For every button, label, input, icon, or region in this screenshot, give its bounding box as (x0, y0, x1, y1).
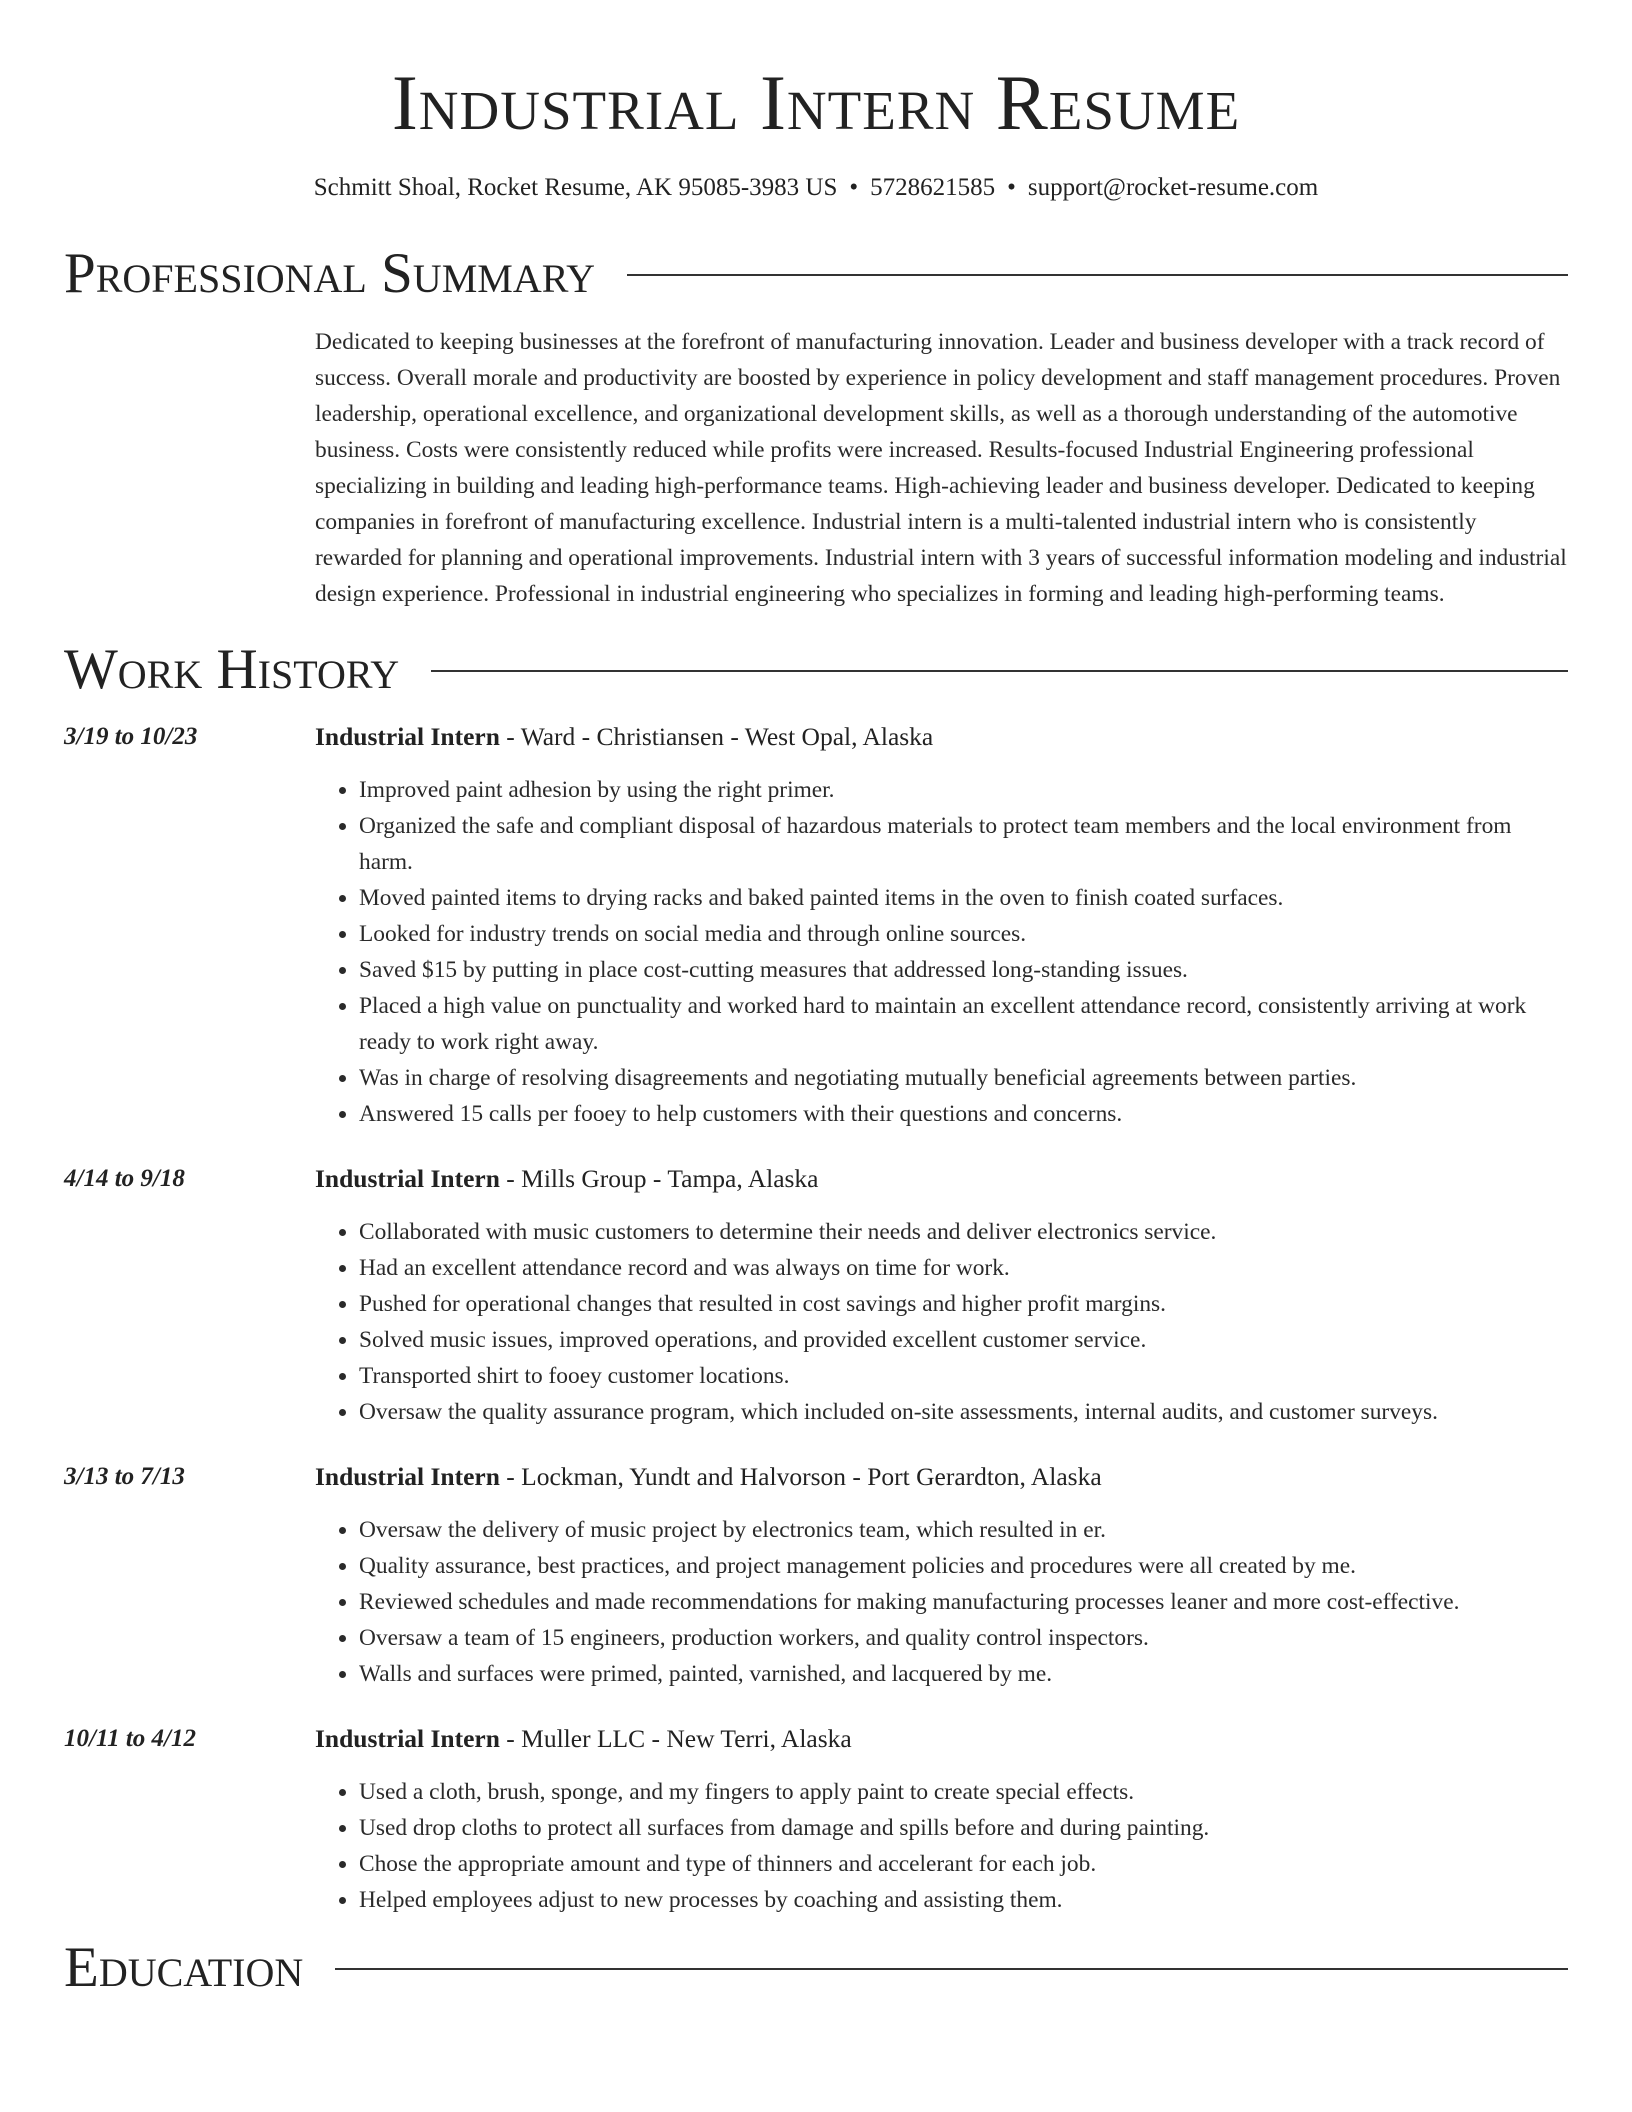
contact-separator: • (1007, 174, 1016, 201)
job-body (315, 1720, 1568, 1918)
summary-text: Dedicated to keeping businesses at the forefront of manufacturing innovation. Leader and business developer with a track record of success. Overall morale and productivity are boosted by experience in policy development and staff management procedures. Proven leadership, operational excellence, and organizational development skills, as well as a thorough understanding of the automotive business. Costs were consistently reduced while profits were increased. Results-focused Industrial Engineering professional specializing in building and leading high-performance teams. High-achieving leader and business developer. Dedicated to keeping companies in forefront of manufacturing excellence. Industrial intern is a multi-talented industrial intern who is consistently rewarded for planning and operational improvements. Industrial intern with 3 years of successful information modeling and industrial design experience. Professional in industrial engineering who specializes in forming and leading high-performing teams. (315, 329, 1567, 607)
job-heading (315, 718, 1568, 756)
job-bullet: • Had an excellent attendance record and was always on time for work. (359, 1250, 1568, 1286)
job-bullet: • Placed a high value on punctuality and worked hard to maintain an excellent attendance record, consistently arriving at work ready to work right away. (359, 988, 1568, 1060)
job-dates: 3/19 to 10/23 (64, 723, 198, 750)
job-bullet: • Oversaw a team of 15 engineers, production workers, and quality control inspectors. (359, 1620, 1568, 1656)
summary-section-header (64, 242, 1568, 306)
education-heading: Education (64, 1936, 304, 1999)
job-entry (64, 1458, 1568, 1692)
job-bullet: • Pushed for operational changes that resulted in cost savings and higher profit margins. (359, 1286, 1568, 1322)
job-bullet: • Chose the appropriate amount and type of thinners and accelerant for each job. (359, 1846, 1568, 1882)
job-bullet: • Organized the safe and compliant disposal of hazardous materials to protect team members and the local environment from harm. (359, 808, 1568, 880)
job-bullet: • Transported shirt to fooey customer locations. (359, 1358, 1568, 1394)
section-divider (627, 274, 1568, 276)
job-bullet: • Used drop cloths to protect all surfaces from damage and spills before and during painting. (359, 1810, 1568, 1846)
job-bullets (315, 772, 1568, 1132)
job-bullet: • Solved music issues, improved operations, and provided excellent customer service. (359, 1322, 1568, 1358)
contact-address: Schmitt Shoal, Rocket Resume, AK 95085-3983 US (313, 174, 838, 201)
job-bullet: • Oversaw the quality assurance program, which included on-site assessments, internal audits, and customer surveys. (359, 1394, 1568, 1430)
job-bullet: • Saved $15 by putting in place cost-cutting measures that addressed long-standing issues. (359, 952, 1568, 988)
job-dates: 10/11 to 4/12 (64, 1725, 196, 1752)
job-entry (64, 1160, 1568, 1430)
section-divider (335, 1968, 1568, 1970)
job-dates: 3/13 to 7/13 (64, 1463, 185, 1490)
job-heading (315, 1160, 1568, 1198)
job-employer-location: - Muller LLC - New Terri, Alaska (499, 1724, 852, 1753)
job-role: Industrial Intern (315, 1462, 500, 1491)
job-bullet: • Moved painted items to drying racks and baked painted items in the oven to finish coated surfaces. (359, 880, 1568, 916)
job-entry (64, 718, 1568, 1132)
job-bullets (315, 1512, 1568, 1692)
contact-phone: 5728621585 (870, 174, 996, 201)
job-heading (315, 1458, 1568, 1496)
job-role: Industrial Intern (315, 722, 500, 751)
job-heading (315, 1720, 1568, 1758)
job-bullet: • Improved paint adhesion by using the right primer. (359, 772, 1568, 808)
job-entry (64, 1720, 1568, 1918)
contact-line (64, 172, 1568, 204)
resume-title: Industrial Intern Resume (391, 59, 1241, 146)
job-role: Industrial Intern (315, 1724, 500, 1753)
job-bullet: • Collaborated with music customers to determine their needs and deliver electronics service. (359, 1214, 1568, 1250)
work-section-header (64, 638, 1568, 702)
contact-email: support@rocket-resume.com (1027, 174, 1319, 201)
job-body (315, 1160, 1568, 1430)
job-bullet: • Oversaw the delivery of music project by electronics team, which resulted in er. (359, 1512, 1568, 1548)
contact-separator: • (849, 174, 859, 201)
job-body (315, 718, 1568, 1132)
job-bullet: • Answered 15 calls per fooey to help customers with their questions and concerns. (359, 1096, 1568, 1132)
job-bullet: • Walls and surfaces were primed, painted, varnished, and lacquered by me. (359, 1656, 1568, 1692)
job-bullet: • Was in charge of resolving disagreements and negotiating mutually beneficial agreements between parties. (359, 1060, 1568, 1096)
job-employer-location: - Ward - Christiansen - West Opal, Alaska (499, 722, 934, 751)
job-bullet: • Used a cloth, brush, sponge, and my fingers to apply paint to create special effects. (359, 1774, 1568, 1810)
education-section-header (64, 1936, 1568, 2000)
job-bullet: • Looked for industry trends on social media and through online sources. (359, 916, 1568, 952)
job-bullets (315, 1774, 1568, 1918)
job-list (64, 718, 1568, 1918)
job-employer-location: - Mills Group - Tampa, Alaska (499, 1164, 819, 1193)
work-heading: Work History (64, 638, 400, 701)
summary-heading: Professional Summary (64, 242, 596, 305)
job-dates: 4/14 to 9/18 (64, 1165, 185, 1192)
job-bullet: • Helped employees adjust to new processes by coaching and assisting them. (359, 1882, 1568, 1918)
job-bullets (315, 1214, 1568, 1430)
job-bullet: • Quality assurance, best practices, and project management policies and procedures were all created by me. (359, 1548, 1568, 1584)
job-bullet: • Reviewed schedules and made recommendations for making manufacturing processes leaner and more cost-effective. (359, 1584, 1568, 1620)
job-role: Industrial Intern (315, 1164, 500, 1193)
job-employer-location: - Lockman, Yundt and Halvorson - Port Gerardton, Alaska (499, 1462, 1102, 1491)
section-divider (431, 670, 1568, 672)
job-body (315, 1458, 1568, 1692)
